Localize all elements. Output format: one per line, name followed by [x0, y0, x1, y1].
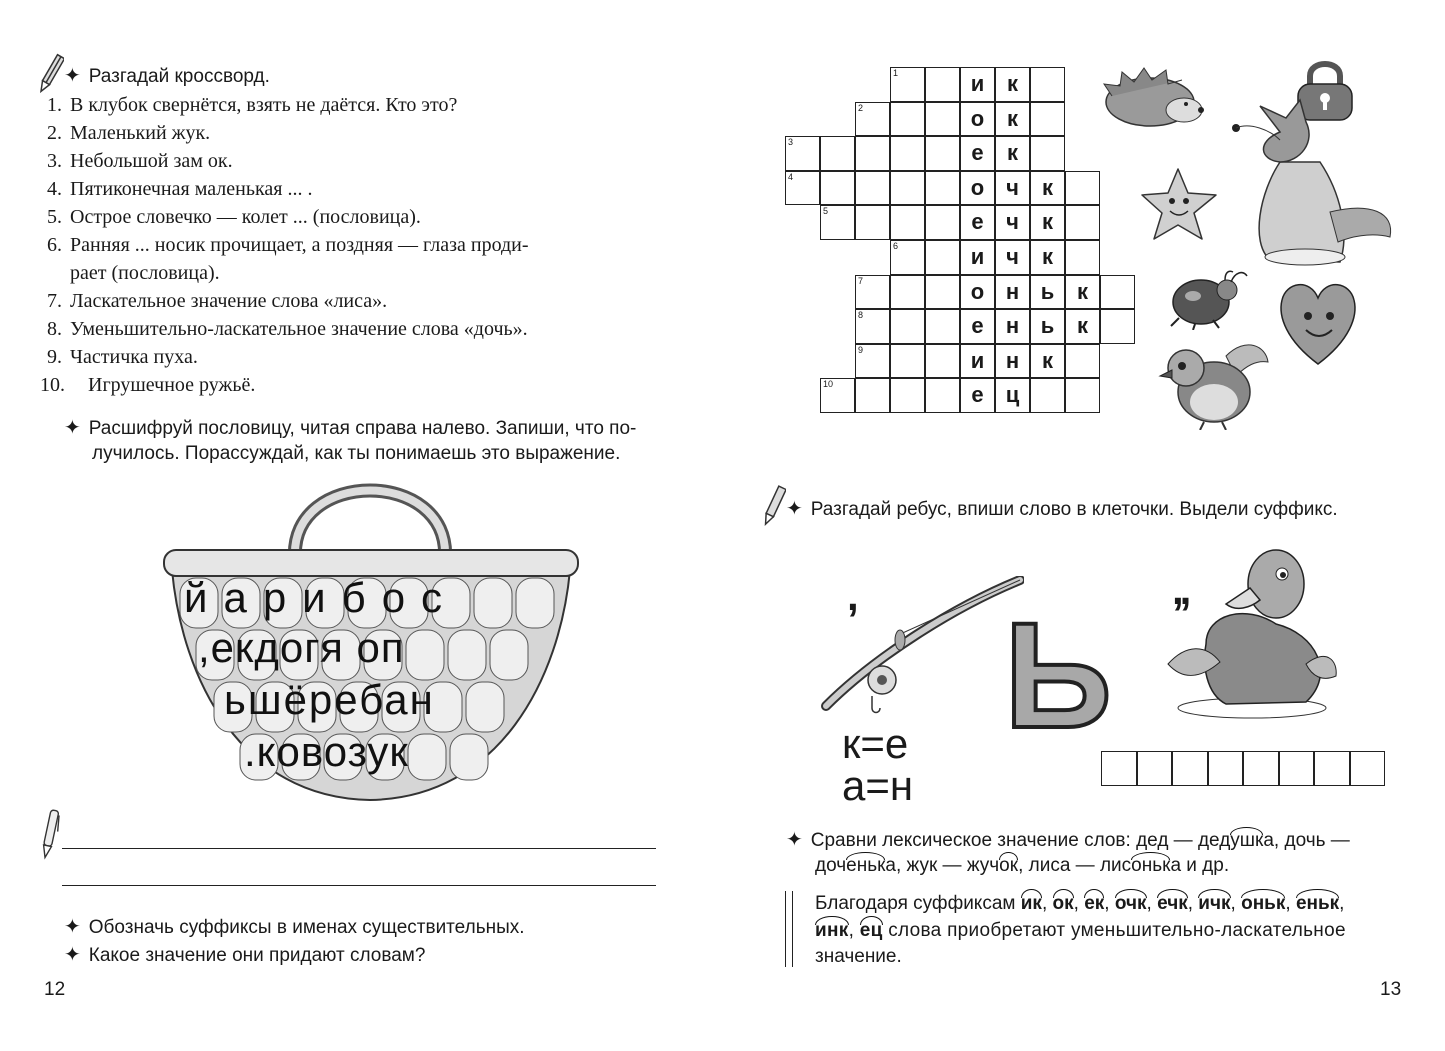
- crossword-cell[interactable]: [820, 378, 855, 413]
- crossword-cell[interactable]: [855, 344, 890, 379]
- answer-box[interactable]: [1172, 751, 1208, 786]
- clue: 10. Игрушечное ружьё.: [40, 374, 256, 396]
- crossword-clue-number: 4: [788, 171, 794, 182]
- crossword-letter: к: [1041, 244, 1053, 269]
- crossword-cell[interactable]: [890, 309, 925, 344]
- crossword-cell[interactable]: [1100, 309, 1135, 344]
- clue: 3. Небольшой зам ок.: [47, 150, 233, 172]
- crossword-cell[interactable]: [1065, 275, 1100, 310]
- crossword-clue-number: 10: [823, 379, 834, 390]
- star-bullet-icon: ✦: [786, 498, 803, 520]
- crossword-letter: к: [1076, 313, 1088, 339]
- suffix: инк: [815, 920, 849, 941]
- crossword-clue-number: 3: [788, 137, 794, 148]
- crossword-clue-number: 7: [858, 275, 864, 286]
- crossword-cell[interactable]: [925, 171, 960, 206]
- crossword-cell[interactable]: [1065, 344, 1100, 379]
- answer-box[interactable]: [1137, 751, 1173, 786]
- clue: 2. Маленький жук.: [47, 122, 211, 144]
- crossword-cell[interactable]: [890, 67, 925, 102]
- crossword-letter: е: [971, 209, 984, 235]
- crossword-letter: к: [1006, 71, 1018, 96]
- crossword-cell[interactable]: [890, 205, 925, 240]
- task-rebus: ✦ Разгадай ребус, впиши слово в клеточки. Выдели суффикс.: [786, 498, 1338, 520]
- crossword-cell[interactable]: [1030, 205, 1065, 240]
- crossword-cell[interactable]: [925, 344, 960, 379]
- duck: [1166, 544, 1338, 720]
- crossword-cell[interactable]: [925, 378, 960, 413]
- crossword-cell[interactable]: [1065, 240, 1100, 275]
- basket-row: йарибос: [184, 574, 459, 621]
- answer-box[interactable]: [1314, 751, 1350, 786]
- suffix: ечк: [1157, 893, 1188, 914]
- clue: 5. Острое словечко — колет ... (пословица).: [47, 206, 421, 228]
- crossword-cell[interactable]: [1065, 309, 1100, 344]
- crossword-letter: н: [1005, 313, 1020, 339]
- crossword-cell[interactable]: [960, 171, 995, 206]
- crossword-letter: е: [971, 382, 984, 408]
- crossword-letter: е: [971, 140, 984, 166]
- crossword-cell[interactable]: [855, 378, 890, 413]
- crossword-cell[interactable]: [995, 136, 1030, 171]
- answer-line[interactable]: [62, 885, 656, 886]
- answer-box[interactable]: [1243, 751, 1279, 786]
- suffix: ок: [1052, 893, 1074, 914]
- crossword-cell[interactable]: [1065, 171, 1100, 206]
- basket-row: ьшёребан: [224, 676, 435, 723]
- answer-box[interactable]: [1350, 751, 1386, 786]
- crossword-cell[interactable]: [1030, 344, 1065, 379]
- crossword-cell[interactable]: [1030, 171, 1065, 206]
- crossword-cell[interactable]: [960, 240, 995, 275]
- suffix: еньк: [1295, 893, 1340, 914]
- clue: рает (пословица).: [70, 262, 220, 284]
- crossword-cell[interactable]: [855, 136, 890, 171]
- pencil-icon: [762, 484, 786, 528]
- task-compare-line2: доченька, жук — жучок, лиса — лисонька и др.: [815, 855, 1230, 876]
- crossword-cell[interactable]: [995, 378, 1030, 413]
- suffix: ичк: [1198, 893, 1231, 914]
- crossword-cell[interactable]: [820, 136, 855, 171]
- task-suffix: ✦ Обозначь суффиксы в именах существительных.: [64, 916, 525, 938]
- rebus-substitution-2: а=н: [842, 762, 914, 809]
- hedgehog: [1100, 66, 1205, 132]
- suffix: очк: [1114, 893, 1147, 914]
- crossword-cell[interactable]: [925, 240, 960, 275]
- basket-row: .ковозук: [244, 728, 409, 775]
- bird: [1156, 336, 1274, 430]
- crossword-cell[interactable]: [890, 102, 925, 137]
- crossword-cell[interactable]: [890, 171, 925, 206]
- answer-box[interactable]: [1208, 751, 1244, 786]
- crossword-clue-number: 8: [858, 310, 864, 321]
- clue: 6. Ранняя ... носик прочищает, а поздняя — глаза проди-: [47, 234, 529, 256]
- crossword-letter: к: [1041, 347, 1053, 373]
- answer-box[interactable]: [1101, 751, 1137, 786]
- crossword-cell[interactable]: [855, 309, 890, 344]
- crossword-cell[interactable]: [960, 205, 995, 240]
- crossword-cell[interactable]: [960, 275, 995, 310]
- crossword-letter: к: [1041, 209, 1053, 235]
- crossword-letter: к: [1041, 174, 1053, 200]
- clue: 4. Пятиконечная маленькая ... .: [47, 178, 313, 200]
- crossword-cell[interactable]: [995, 171, 1030, 206]
- crossword-letter: и: [970, 347, 985, 373]
- crossword-cell[interactable]: [1030, 240, 1065, 275]
- task-crossword: ✦ Разгадай кроссворд.: [64, 65, 270, 87]
- crossword-cell[interactable]: [925, 136, 960, 171]
- beetle: [1165, 268, 1251, 330]
- crossword-cell[interactable]: [995, 205, 1030, 240]
- task-meaning: ✦ Какое значение они придают словам?: [64, 944, 426, 966]
- crossword-cell[interactable]: [960, 67, 995, 102]
- star-bullet-icon: ✦: [64, 944, 81, 966]
- crossword-letter: и: [970, 71, 985, 96]
- heart: [1276, 276, 1360, 368]
- rule-line3: значение.: [815, 946, 902, 967]
- crossword-cell[interactable]: [890, 136, 925, 171]
- task-decode: ✦ Расшифруй пословицу, читая справа налево. Запиши, что по-: [64, 417, 637, 439]
- crossword-letter: ч: [1006, 209, 1019, 235]
- crossword-letter: ч: [1006, 174, 1019, 200]
- crossword-cell[interactable]: [960, 136, 995, 171]
- crossword-letter: ь: [1040, 278, 1055, 304]
- star-bullet-icon: ✦: [64, 417, 81, 439]
- crossword-cell[interactable]: [995, 67, 1030, 102]
- crossword-letter: ь: [1040, 313, 1055, 339]
- rebus-letter: Ь: [1004, 591, 1112, 759]
- crossword-cell[interactable]: [925, 205, 960, 240]
- clue: 1. В клубок свернётся, взять не даётся. Кто это?: [47, 94, 458, 116]
- crossword-cell[interactable]: [925, 67, 960, 102]
- crossword-cell[interactable]: [1100, 275, 1135, 310]
- crossword-cell[interactable]: [995, 344, 1030, 379]
- crossword-cell[interactable]: [1030, 378, 1065, 413]
- crossword-cell[interactable]: [960, 378, 995, 413]
- suffix: ец: [859, 920, 883, 941]
- crossword-cell[interactable]: [855, 275, 890, 310]
- crossword-letter: к: [1006, 140, 1018, 166]
- crossword-letter: и: [970, 244, 985, 269]
- clue: 8. Уменьшительно-ласкательное значение слова «дочь».: [47, 318, 528, 340]
- star-bullet-icon: ✦: [64, 65, 81, 87]
- crossword-cell[interactable]: [820, 205, 855, 240]
- suffix: ек: [1084, 893, 1105, 914]
- crossword-letter: е: [971, 313, 984, 339]
- crossword-cell[interactable]: [855, 205, 890, 240]
- crossword-cell[interactable]: [855, 102, 890, 137]
- page-number-left: 12: [44, 979, 66, 1000]
- crossword-cell[interactable]: [1030, 136, 1065, 171]
- crossword-clue-number: 1: [893, 68, 899, 78]
- crossword-cell[interactable]: [890, 378, 925, 413]
- pencil-icon: [38, 52, 64, 96]
- crossword-cell[interactable]: [1065, 378, 1100, 413]
- crossword-letter: о: [970, 105, 985, 131]
- crossword-clue-number: 6: [893, 241, 899, 251]
- rebus-substitution-1: к=е: [842, 720, 909, 767]
- answer-box[interactable]: [1279, 751, 1315, 786]
- crossword-cell[interactable]: [785, 171, 820, 206]
- answer-line[interactable]: [62, 848, 656, 849]
- crossword-letter: к: [1006, 105, 1018, 131]
- rule-line2: инк, ец слова приобретают уменьшительно-ласкательное: [815, 920, 1346, 941]
- crossword-cell[interactable]: [960, 344, 995, 379]
- rebus-comma-1: ,: [847, 572, 859, 619]
- rule-bar: [792, 891, 793, 967]
- crossword-cell[interactable]: [995, 309, 1030, 344]
- crossword-cell[interactable]: [995, 102, 1030, 137]
- crossword-cell[interactable]: [890, 344, 925, 379]
- suffix: ик: [1020, 893, 1042, 914]
- crossword-clue-number: 5: [823, 206, 829, 217]
- crossword-letter: ч: [1006, 244, 1019, 269]
- crossword-cell[interactable]: [890, 275, 925, 310]
- basket-row: ,екдогя оп: [198, 624, 405, 671]
- rebus-comma-2: ,,: [1172, 566, 1188, 613]
- crossword-cell[interactable]: [1065, 205, 1100, 240]
- crossword-cell[interactable]: [785, 136, 820, 171]
- crossword-cell[interactable]: [1030, 309, 1065, 344]
- fox: [1220, 92, 1400, 272]
- task-decode-line2: лучилось. Порассуждай, как ты понимаешь это выражение.: [92, 443, 621, 464]
- crossword-cell[interactable]: [995, 275, 1030, 310]
- crossword-cell[interactable]: [960, 309, 995, 344]
- crossword-letter: о: [970, 278, 985, 304]
- rule-line1: Благодаря суффиксам ик, ок, ек, очк, ечк, ичк, оньк, еньк,: [815, 893, 1345, 914]
- crossword-cell[interactable]: [1030, 67, 1065, 102]
- crossword-letter: о: [970, 174, 985, 200]
- star-bullet-icon: ✦: [64, 916, 81, 938]
- crossword-letter: ц: [1005, 382, 1020, 408]
- crossword-letter: н: [1005, 278, 1020, 304]
- crossword-letter: к: [1076, 278, 1088, 304]
- star-bullet-icon: ✦: [786, 829, 803, 851]
- clue: 7. Ласкательное значение слова «лиса».: [47, 290, 388, 312]
- crossword-cell[interactable]: [995, 240, 1030, 275]
- crossword-cell[interactable]: [960, 102, 995, 137]
- fishing-rod: [816, 576, 1024, 716]
- page-number-right: 13: [1380, 979, 1402, 1000]
- suffix: оньк: [1241, 893, 1286, 914]
- rule-bar: [785, 891, 786, 967]
- crossword-cell[interactable]: [820, 171, 855, 206]
- crossword-clue-number: 9: [858, 344, 864, 355]
- pen-icon: [38, 808, 62, 860]
- task-compare: ✦ Сравни лексическое значение слов: дед — дедушка, дочь —: [786, 829, 1350, 851]
- star: [1140, 165, 1222, 245]
- crossword-letter: н: [1005, 347, 1020, 373]
- crossword-cell[interactable]: [925, 102, 960, 137]
- clue: 9. Частичка пуха.: [47, 346, 198, 368]
- crossword-cell[interactable]: [925, 309, 960, 344]
- crossword-cell[interactable]: [1030, 275, 1065, 310]
- crossword-cell[interactable]: [925, 275, 960, 310]
- crossword-cell[interactable]: [890, 240, 925, 275]
- crossword-clue-number: 2: [858, 102, 864, 113]
- crossword-cell[interactable]: [1030, 102, 1065, 137]
- crossword-cell[interactable]: [855, 171, 890, 206]
